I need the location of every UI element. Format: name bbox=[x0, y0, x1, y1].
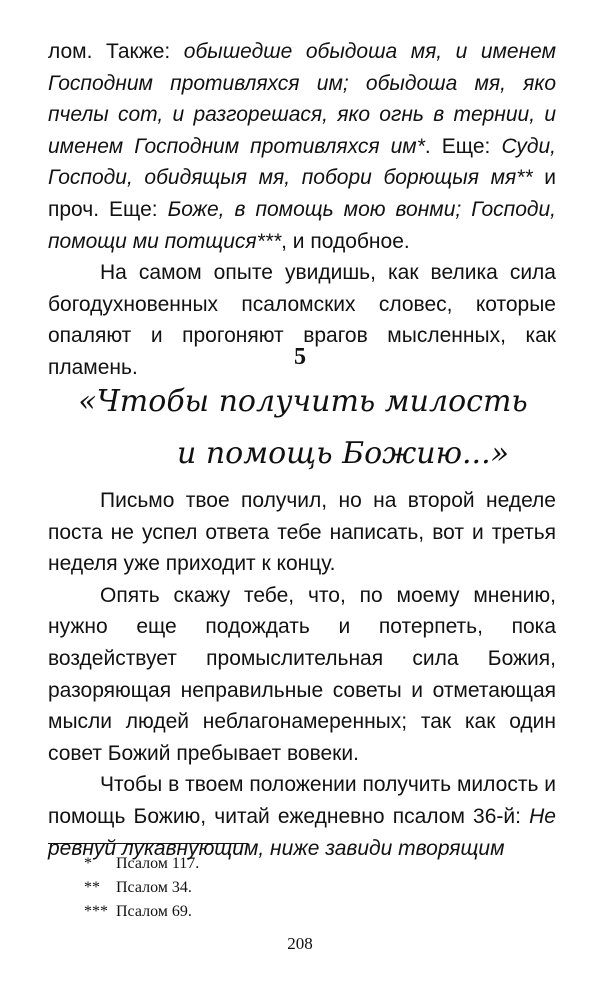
text-span: . Еще: bbox=[424, 134, 502, 158]
footnote-divider bbox=[48, 843, 248, 844]
paragraph: Письмо твое получил, но на второй неделе поста не успел ответа тебе написать, вот и третья неделя уже приходит к концу. bbox=[48, 489, 556, 576]
text-span: и проч. Еще: bbox=[48, 166, 556, 221]
footnote-marker: * bbox=[416, 134, 425, 158]
chapter-title-line: «Чтобы получить милость bbox=[78, 384, 528, 419]
psalm-quote: Не ревнуй лукавнующим, ниже завиди творящим bbox=[48, 804, 556, 860]
text-span: лом. Также: bbox=[48, 40, 184, 63]
footnote-marker: *** bbox=[256, 229, 282, 253]
psalm-quote: Боже, в помощь мою вонми; Господи, помощи ми потщися bbox=[48, 197, 556, 253]
chapter-title bbox=[48, 376, 558, 480]
footnote bbox=[84, 876, 199, 900]
paragraph: На самом опыте увидишь, как велика сила богодухновенных псаломских словес, которые опаляют и прогоняют врагов мысленных, как пламень. bbox=[48, 261, 556, 379]
footnote-text: Псалом 117. bbox=[116, 855, 200, 872]
footnote-text: Псалом 34. bbox=[116, 879, 192, 896]
footnote-marker: ** bbox=[516, 166, 533, 190]
chapter-number: 5 bbox=[294, 344, 306, 370]
footnote bbox=[84, 852, 199, 876]
footnote-mark: * bbox=[84, 855, 92, 872]
footnotes bbox=[84, 852, 199, 924]
footnote-mark: *** bbox=[84, 903, 108, 920]
footnote-text: Псалом 69. bbox=[116, 903, 192, 920]
paragraph-continuation bbox=[48, 36, 556, 257]
page-number: 208 bbox=[287, 934, 313, 953]
text-span: Чтобы в твоем положении получить милость и помощь Божию, читай ежедневно псалом 36-й: bbox=[48, 773, 556, 828]
text-span: , и подобное. bbox=[281, 229, 410, 253]
top-text-block bbox=[48, 36, 556, 384]
footnote bbox=[84, 900, 199, 924]
chapter-body bbox=[48, 485, 556, 864]
paragraph bbox=[48, 769, 556, 864]
psalm-quote: Суди, Господи, обидящыя мя, побори борющыя мя bbox=[48, 134, 556, 190]
psalm-quote: обышедше обыдоша мя, и именем Господним противляхся им; обыдоша мя, яко пчелы сот, и разгорешася, яко огнь в тернии, и именем Господним противляхся им bbox=[48, 40, 556, 158]
chapter-title-line: и помощь Божию...» bbox=[177, 436, 509, 471]
footnote-mark: ** bbox=[84, 879, 100, 896]
paragraph: Опять скажу тебе, что, по моему мнению, нужно еще подождать и потерпеть, пока воздействует промыслительная сила Божия, разоряющая неправильные советы и отметающая мысли людей неблагонамеренных; так как один совет Божий пребывает вовеки. bbox=[48, 583, 556, 765]
